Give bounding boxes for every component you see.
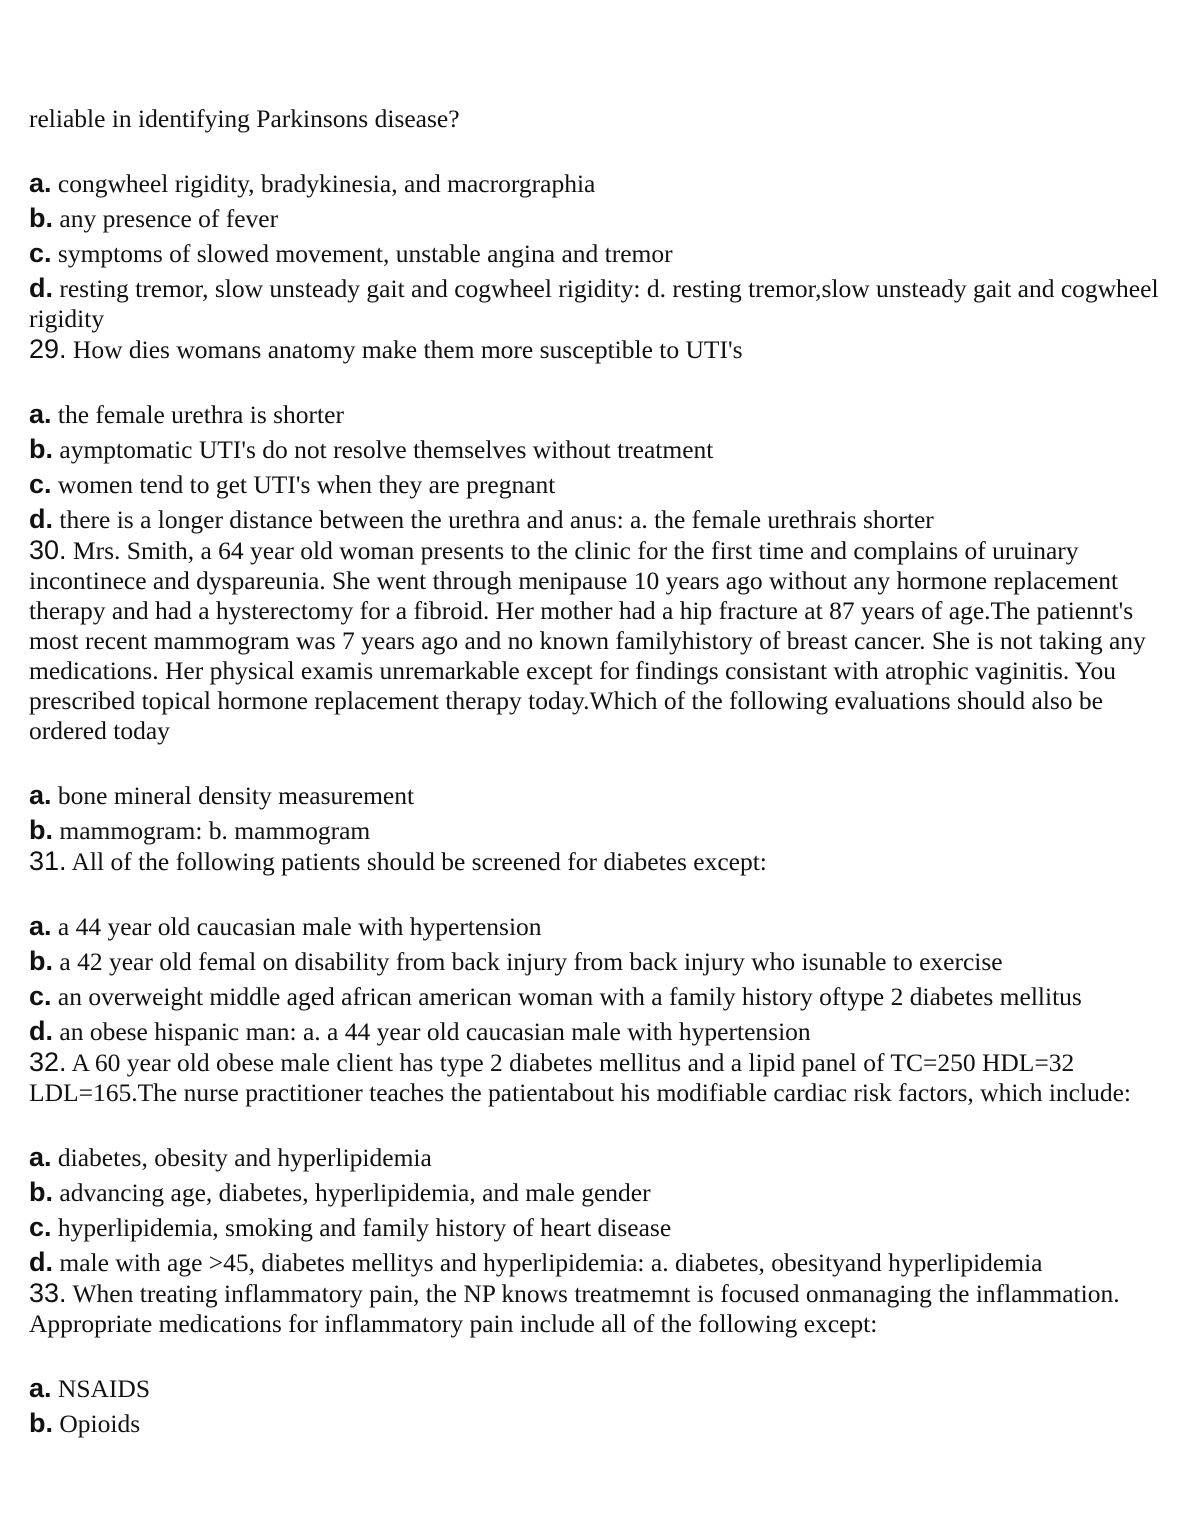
answer-option <box>29 946 1161 977</box>
option-text: a 44 year old caucasian male with hypertension <box>57 912 542 941</box>
answer-option <box>29 238 1161 269</box>
option-letter: a. <box>29 1373 52 1403</box>
option-text: diabetes, obesity and hyperlipidemia <box>57 1143 432 1172</box>
option-letter: c. <box>29 981 52 1011</box>
answer-option <box>29 434 1161 465</box>
question-31 <box>29 846 1161 877</box>
question-32 <box>29 1047 1161 1108</box>
answer-option <box>29 1408 1161 1439</box>
option-letter: c. <box>29 469 52 499</box>
answer-option <box>29 504 1161 535</box>
question-number: 29. <box>29 334 67 364</box>
answer-option <box>29 981 1161 1012</box>
option-letter: a. <box>29 1142 52 1172</box>
option-text: women tend to get UTI's when they are pregnant <box>57 470 556 499</box>
option-text: any presence of fever <box>59 204 279 233</box>
document-page <box>29 104 1161 1439</box>
option-text: the female urethra is shorter <box>57 400 344 429</box>
option-text: Opioids <box>59 1409 141 1438</box>
option-letter: a. <box>29 780 52 810</box>
question-31-options <box>29 911 1161 1047</box>
option-text: hyperlipidemia, smoking and family history of heart disease <box>57 1213 672 1242</box>
answer-option <box>29 168 1161 199</box>
option-letter: a. <box>29 399 52 429</box>
option-letter: d. <box>29 273 53 303</box>
question-stem: A 60 year old obese male client has type 2 diabetes mellitus and a lipid panel of TC=250 HDL=32 LDL=165.The nurse practitioner teaches the patientabout his modifiable cardiac risk factors, which include: <box>29 1048 1131 1107</box>
answer-option <box>29 1016 1161 1047</box>
answer-option <box>29 780 1161 811</box>
option-letter: b. <box>29 946 53 976</box>
option-letter: b. <box>29 1177 53 1207</box>
question-stem: Mrs. Smith, a 64 year old woman presents to the clinic for the first time and complains of uruinary incontinece and dyspareunia. She went through menipause 10 years ago without any hormone replacement therapy and had a hysterectomy for a fibroid. Her mother had a hip fracture at 87 years of age.The patiennt's most recent mammogram was 7 years ago and no known familyhistory of breast cancer. She is not taking any medications. Her physical examis unremarkable except for findings consistant with atrophic vaginitis. You prescribed topical hormone replacement therapy today.Which of the following evaluations should also be ordered today <box>29 536 1146 745</box>
option-text: NSAIDS <box>57 1374 151 1403</box>
option-letter: a. <box>29 168 52 198</box>
option-letter: c. <box>29 238 52 268</box>
option-letter: d. <box>29 504 53 534</box>
option-text: congwheel rigidity, bradykinesia, and macrorgraphia <box>57 169 596 198</box>
option-letter: d. <box>29 1016 53 1046</box>
answer-option <box>29 1247 1161 1278</box>
option-letter: a. <box>29 911 52 941</box>
continued-options <box>29 168 1161 334</box>
question-number: 33. <box>29 1278 67 1308</box>
question-33-options <box>29 1373 1161 1439</box>
question-stem: All of the following patients should be screened for diabetes except: <box>71 847 767 876</box>
option-text: mammogram: b. mammogram <box>59 816 371 845</box>
question-33 <box>29 1278 1161 1339</box>
option-text: an obese hispanic man: a. a 44 year old caucasian male with hypertension <box>59 1017 811 1046</box>
option-letter: b. <box>29 1408 53 1438</box>
option-text: male with age >45, diabetes mellitys and hyperlipidemia: a. diabetes, obesityand hyperlipidemia <box>59 1248 1043 1277</box>
option-letter: d. <box>29 1247 53 1277</box>
question-32-options <box>29 1142 1161 1278</box>
question-29-options <box>29 399 1161 535</box>
answer-option <box>29 273 1161 334</box>
answer-option <box>29 1177 1161 1208</box>
question-30-options <box>29 780 1161 846</box>
option-text: aymptomatic UTI's do not resolve themselves without treatment <box>59 435 714 464</box>
answer-option <box>29 1212 1161 1243</box>
question-stem: When treating inflammatory pain, the NP knows treatmemnt is focused onmanaging the inflammation. Appropriate medications for inflammatory pain include all of the following except: <box>29 1279 1120 1338</box>
option-letter: b. <box>29 203 53 233</box>
answer-option <box>29 469 1161 500</box>
option-letter: b. <box>29 815 53 845</box>
continued-question-stem: reliable in identifying Parkinsons disease? <box>29 104 460 133</box>
question-29 <box>29 334 1161 365</box>
option-text: resting tremor, slow unsteady gait and cogwheel rigidity: d. resting tremor,slow unsteady gait and cogwheel rigidity <box>29 274 1159 333</box>
answer-option <box>29 399 1161 430</box>
option-text: there is a longer distance between the urethra and anus: a. the female urethrais shorter <box>59 505 934 534</box>
option-text: advancing age, diabetes, hyperlipidemia, and male gender <box>59 1178 651 1207</box>
question-number: 30. <box>29 535 67 565</box>
answer-option <box>29 911 1161 942</box>
question-stem: How dies womans anatomy make them more susceptible to UTI's <box>72 335 743 364</box>
question-30 <box>29 535 1161 746</box>
question-number: 32. <box>29 1047 67 1077</box>
answer-option <box>29 1373 1161 1404</box>
answer-option <box>29 815 1161 846</box>
question-number: 31. <box>29 846 67 876</box>
option-text: symptoms of slowed movement, unstable angina and tremor <box>57 239 673 268</box>
option-text: a 42 year old femal on disability from back injury from back injury who isunable to exercise <box>59 947 1003 976</box>
option-letter: c. <box>29 1212 52 1242</box>
answer-option <box>29 203 1161 234</box>
answer-option <box>29 1142 1161 1173</box>
option-text: an overweight middle aged african american woman with a family history oftype 2 diabetes mellitus <box>57 982 1082 1011</box>
option-letter: b. <box>29 434 53 464</box>
option-text: bone mineral density measurement <box>57 781 415 810</box>
